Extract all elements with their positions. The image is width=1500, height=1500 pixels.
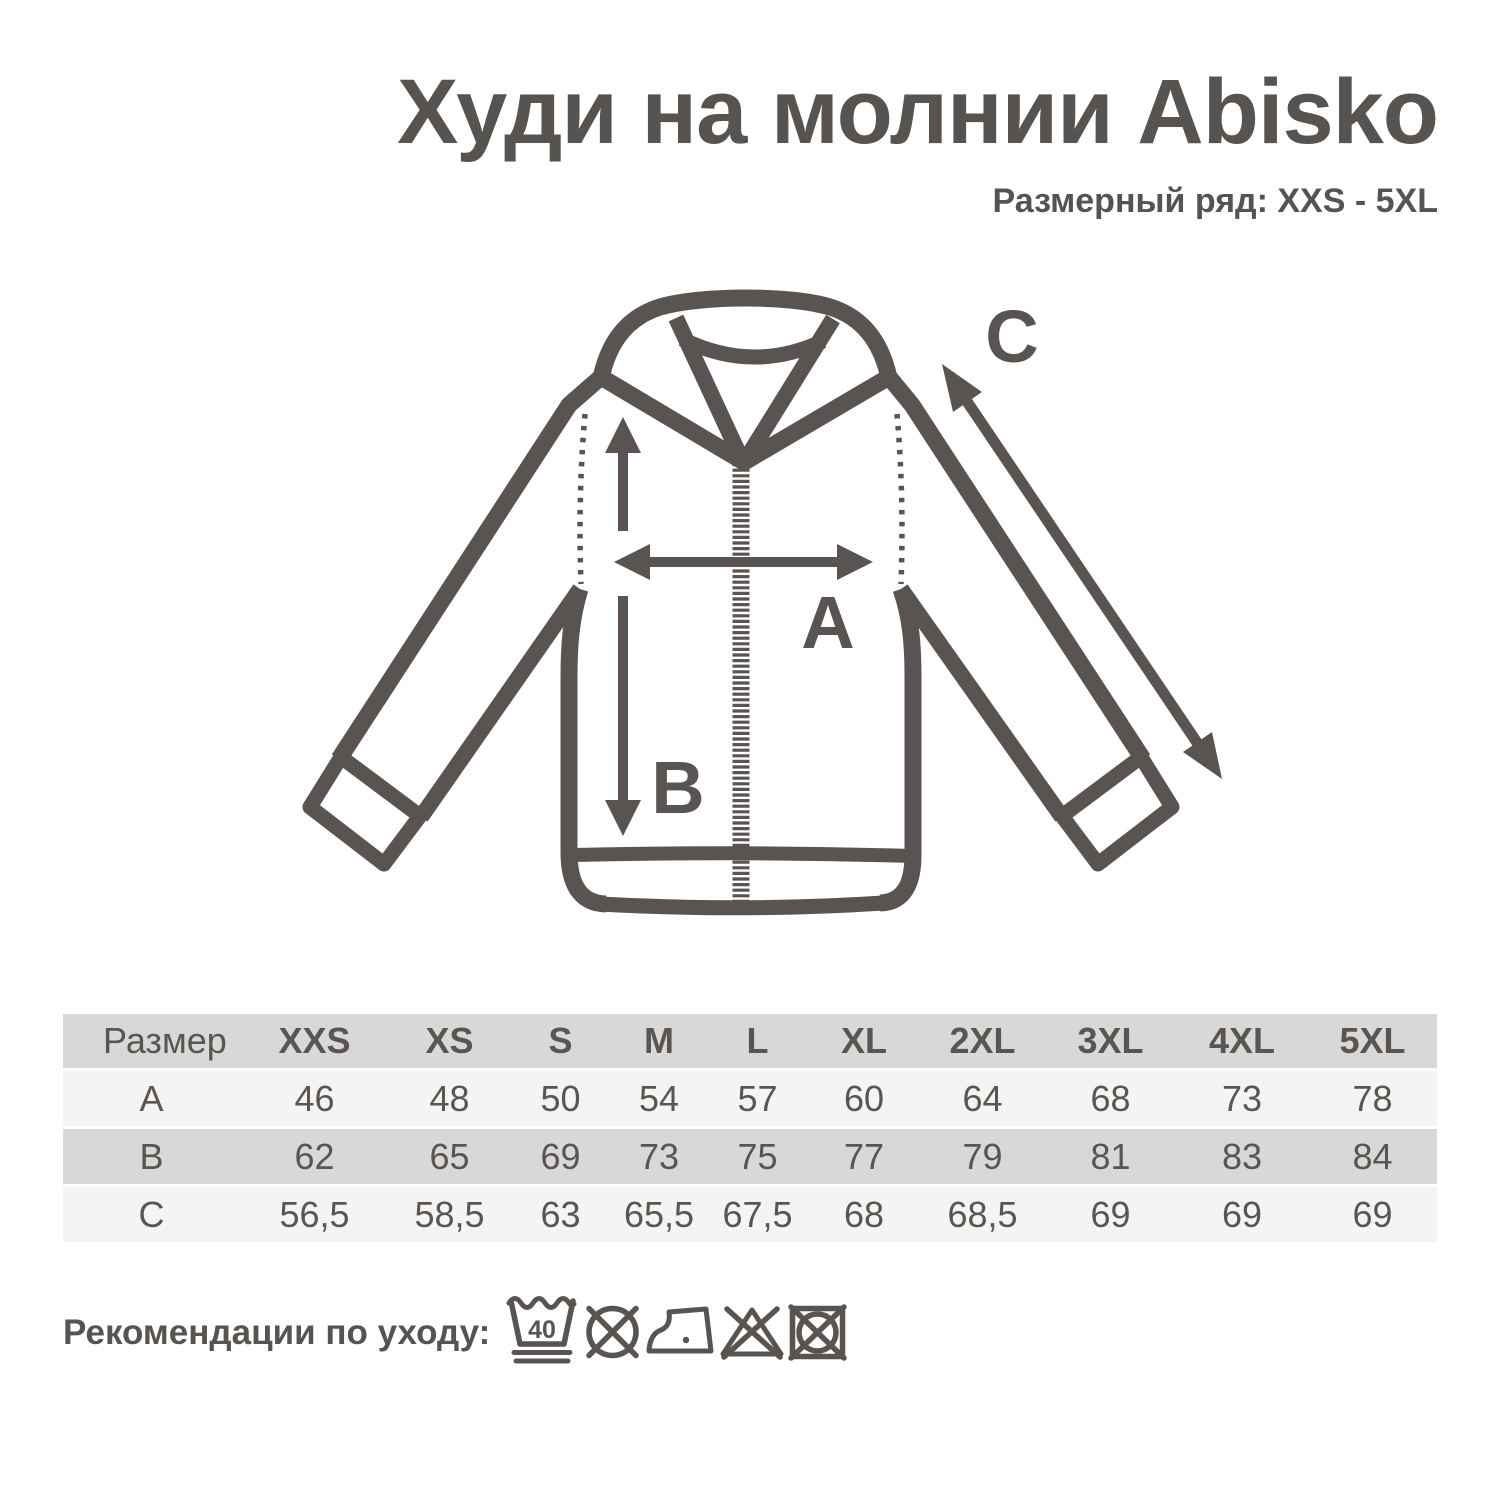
size-col-header: XL (840, 1020, 887, 1061)
wash-temperature: 40 (528, 1316, 556, 1344)
size-col-header: 4XL (1208, 1020, 1276, 1061)
measure-c-label: C (985, 295, 1039, 378)
right-seam-dotted-line (897, 414, 902, 584)
right-sleeve-inner-edge (901, 589, 1062, 817)
arrow-left-head (614, 544, 650, 580)
size-value: 58,5 (414, 1193, 485, 1235)
row-label: A (139, 1077, 164, 1119)
size-value: 48 (429, 1077, 470, 1119)
size-value: 78 (1352, 1077, 1393, 1119)
size-value: 50 (540, 1077, 581, 1119)
size-col-header: 2XL (949, 1020, 1016, 1061)
size-value: 56,5 (279, 1193, 350, 1235)
size-table-header-row (63, 1014, 1437, 1068)
size-value: 68 (843, 1193, 885, 1235)
size-value: 69 (540, 1135, 581, 1177)
size-value: 64 (962, 1077, 1003, 1119)
size-table (63, 1014, 1437, 1242)
size-col-header: S (548, 1020, 573, 1061)
arrow-up-head (605, 417, 641, 453)
size-value: 69 (1352, 1193, 1393, 1235)
do-not-bleach-icon (723, 1309, 781, 1357)
size-value: 69 (1221, 1193, 1263, 1235)
size-col-header: 5XL (1339, 1020, 1406, 1061)
size-table-row-a (63, 1071, 1437, 1126)
wash-40-gentle-icon (509, 1299, 574, 1362)
hoodie-measurement-diagram (280, 270, 1260, 960)
size-value: 67,5 (722, 1193, 793, 1235)
left-cuff (310, 757, 420, 864)
size-value: 68 (1090, 1077, 1131, 1119)
size-value: 65 (429, 1135, 470, 1177)
size-col-header: XXS (278, 1020, 351, 1061)
size-value: 73 (1221, 1077, 1263, 1119)
care-instructions-label: Рекомендации по уходу: (63, 1313, 491, 1352)
size-value: 81 (1090, 1135, 1131, 1177)
size-value: 57 (737, 1077, 778, 1119)
size-value: 79 (962, 1135, 1003, 1177)
care-icons (500, 1288, 860, 1378)
left-sleeve-inner-edge (421, 589, 580, 817)
size-value: 84 (1352, 1135, 1393, 1177)
size-col-header: L (746, 1020, 769, 1061)
size-value: 73 (638, 1135, 680, 1177)
size-range-label: Размерный ряд: XXS - 5XL (992, 182, 1438, 220)
hood-outline (601, 298, 889, 378)
arrow-down-head (605, 800, 641, 836)
size-col-header: M (644, 1020, 674, 1061)
page-title: Худи на молнии Abisko (397, 61, 1438, 163)
size-table-row-c (63, 1187, 1437, 1242)
size-value: 54 (638, 1077, 680, 1119)
size-col-header: XS (425, 1020, 474, 1061)
size-value: 83 (1221, 1135, 1263, 1177)
left-seam-dotted-line (580, 414, 585, 584)
hood-inner-arc (682, 339, 823, 357)
size-col-header: Размер (103, 1020, 227, 1061)
size-value: 60 (843, 1077, 885, 1119)
size-value: 62 (294, 1135, 335, 1177)
size-table-row-b (63, 1129, 1437, 1184)
measure-b-label: B (651, 746, 705, 829)
size-value: 46 (294, 1077, 335, 1119)
arrow-right-head (837, 544, 873, 580)
row-label: B (139, 1135, 164, 1177)
iron-low-heat-icon (649, 1309, 711, 1351)
do-not-dry-clean-icon (589, 1309, 636, 1356)
size-value: 69 (1090, 1193, 1131, 1235)
do-not-tumble-dry-icon (791, 1307, 844, 1358)
arrow-upleft-head (942, 364, 982, 412)
size-col-header: 3XL (1077, 1020, 1144, 1061)
right-sleeve-outer-edge (889, 377, 1143, 759)
measure-b-arrow (605, 417, 641, 836)
measure-a-label: A (801, 581, 855, 664)
size-value: 65,5 (623, 1193, 695, 1235)
right-cuff (1062, 757, 1172, 864)
size-value: 75 (737, 1135, 778, 1177)
hoodie-outline-drawing (310, 298, 1172, 908)
size-value: 68,5 (947, 1193, 1018, 1235)
size-value: 63 (540, 1193, 581, 1235)
row-label: C (138, 1193, 165, 1235)
size-value: 77 (843, 1135, 885, 1177)
